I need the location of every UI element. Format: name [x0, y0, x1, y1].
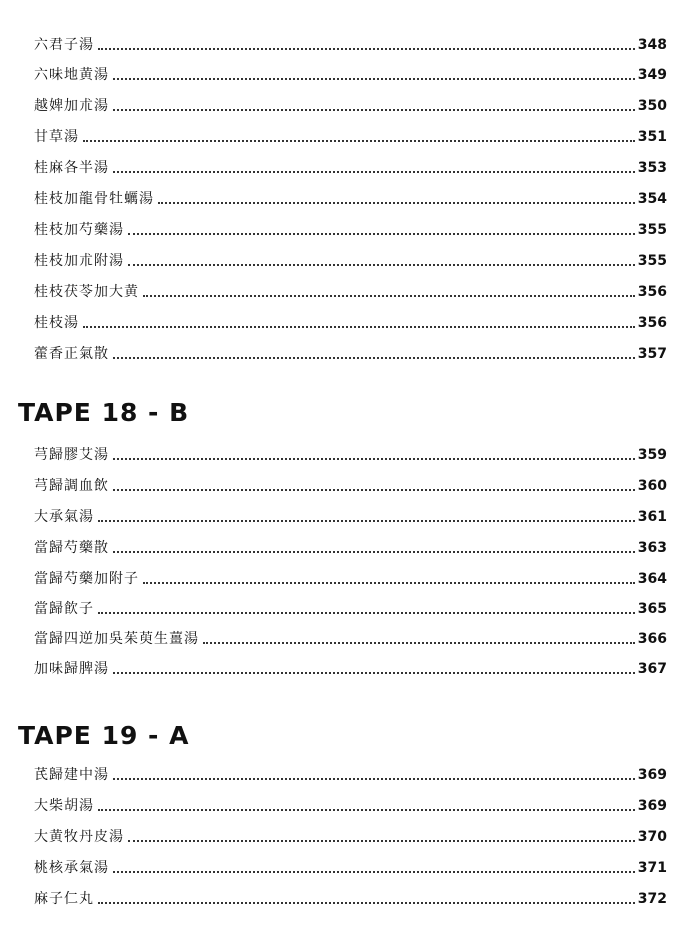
dot-leader: [113, 171, 635, 173]
entry-page-number: 355: [637, 253, 667, 269]
dot-leader: [113, 458, 635, 460]
toc-entry[interactable]: [34, 473, 667, 495]
entry-page-number: 371: [637, 860, 667, 876]
entry-title: 芪歸建中湯: [34, 767, 109, 783]
dot-leader: [98, 902, 635, 904]
entry-title: 甘草湯: [34, 129, 79, 145]
toc-entry[interactable]: [34, 155, 667, 177]
entry-page-number: 367: [637, 661, 667, 677]
entry-page-number: 370: [637, 829, 667, 845]
entry-page-number: 351: [637, 129, 667, 145]
toc-entry[interactable]: [34, 248, 667, 270]
toc-entry[interactable]: [34, 886, 667, 908]
toc-entry[interactable]: [34, 310, 667, 332]
toc-entry[interactable]: [34, 626, 667, 648]
dot-leader: [98, 520, 635, 522]
dot-leader: [83, 326, 635, 328]
toc-entry[interactable]: [34, 279, 667, 301]
entry-page-number: 356: [637, 315, 667, 331]
dot-leader: [113, 78, 635, 80]
entry-title: 當歸芍藥加附子: [34, 571, 139, 587]
entry-page-number: 348: [637, 37, 667, 53]
entry-title: 當歸飮子: [34, 601, 94, 617]
dot-leader: [113, 778, 635, 780]
entry-page-number: 363: [637, 540, 667, 556]
dot-leader: [128, 233, 635, 235]
entry-title: 六味地黄湯: [34, 67, 109, 83]
entry-title: 桂枝加龍骨牡蠣湯: [34, 191, 154, 207]
entry-title: 越婢加朮湯: [34, 98, 109, 114]
entry-page-number: 354: [637, 191, 667, 207]
entry-title: 芎歸調血飲: [34, 478, 109, 494]
section-heading: TAPE 18 - B: [18, 398, 190, 427]
entry-title: 大承氣湯: [34, 509, 94, 525]
toc-entry[interactable]: [34, 762, 667, 784]
entry-page-number: 369: [637, 767, 667, 783]
dot-leader: [128, 840, 635, 842]
dot-leader: [113, 357, 635, 359]
toc-entry[interactable]: [34, 596, 667, 618]
dot-leader: [113, 672, 635, 674]
toc-entry[interactable]: [34, 124, 667, 146]
section-heading: TAPE 19 - A: [18, 721, 190, 750]
dot-leader: [113, 551, 635, 553]
toc-entry[interactable]: [34, 62, 667, 84]
entry-page-number: 350: [637, 98, 667, 114]
dot-leader: [128, 264, 635, 266]
entry-page-number: 369: [637, 798, 667, 814]
entry-page-number: 364: [637, 571, 667, 587]
entry-page-number: 356: [637, 284, 667, 300]
entry-title: 桂枝湯: [34, 315, 79, 331]
entry-title: 桂枝茯苓加大黄: [34, 284, 139, 300]
entry-page-number: 372: [637, 891, 667, 907]
toc-entry[interactable]: [34, 656, 667, 678]
dot-leader: [98, 48, 635, 50]
toc-entry[interactable]: [34, 93, 667, 115]
entry-page-number: 357: [637, 346, 667, 362]
toc-entry[interactable]: [34, 824, 667, 846]
toc-entry[interactable]: [34, 793, 667, 815]
entry-page-number: 353: [637, 160, 667, 176]
entry-title: 當歸四逆加吳茱萸生薑湯: [34, 631, 199, 647]
dot-leader: [98, 809, 635, 811]
dot-leader: [83, 140, 635, 142]
toc-entry[interactable]: [34, 504, 667, 526]
entry-title: 麻子仁丸: [34, 891, 94, 907]
toc-entry[interactable]: [34, 535, 667, 557]
entry-title: 藿香正氣散: [34, 346, 109, 362]
entry-page-number: 355: [637, 222, 667, 238]
entry-page-number: 361: [637, 509, 667, 525]
entry-title: 芎歸膠艾湯: [34, 447, 109, 463]
entry-title: 桂枝加朮附湯: [34, 253, 124, 269]
entry-title: 加味歸脾湯: [34, 661, 109, 677]
entry-page-number: 349: [637, 67, 667, 83]
dot-leader: [143, 295, 635, 297]
entry-title: 桂枝加芍藥湯: [34, 222, 124, 238]
toc-entry[interactable]: [34, 32, 667, 54]
entry-title: 桃核承氣湯: [34, 860, 109, 876]
entry-title: 當歸芍藥散: [34, 540, 109, 556]
toc-entry[interactable]: [34, 217, 667, 239]
toc-entry[interactable]: [34, 566, 667, 588]
entry-title: 大黄牧丹皮湯: [34, 829, 124, 845]
entry-page-number: 366: [637, 631, 667, 647]
toc-entry[interactable]: [34, 341, 667, 363]
toc-entry[interactable]: [34, 442, 667, 464]
entry-title: 大柴胡湯: [34, 798, 94, 814]
dot-leader: [143, 582, 635, 584]
toc-entry[interactable]: [34, 186, 667, 208]
dot-leader: [158, 202, 635, 204]
dot-leader: [113, 489, 635, 491]
dot-leader: [113, 871, 635, 873]
entry-page-number: 359: [637, 447, 667, 463]
dot-leader: [98, 612, 635, 614]
entry-title: 桂麻各半湯: [34, 160, 109, 176]
toc-entry[interactable]: [34, 855, 667, 877]
entry-page-number: 365: [637, 601, 667, 617]
dot-leader: [203, 642, 635, 644]
dot-leader: [113, 109, 635, 111]
entry-title: 六君子湯: [34, 37, 94, 53]
entry-page-number: 360: [637, 478, 667, 494]
